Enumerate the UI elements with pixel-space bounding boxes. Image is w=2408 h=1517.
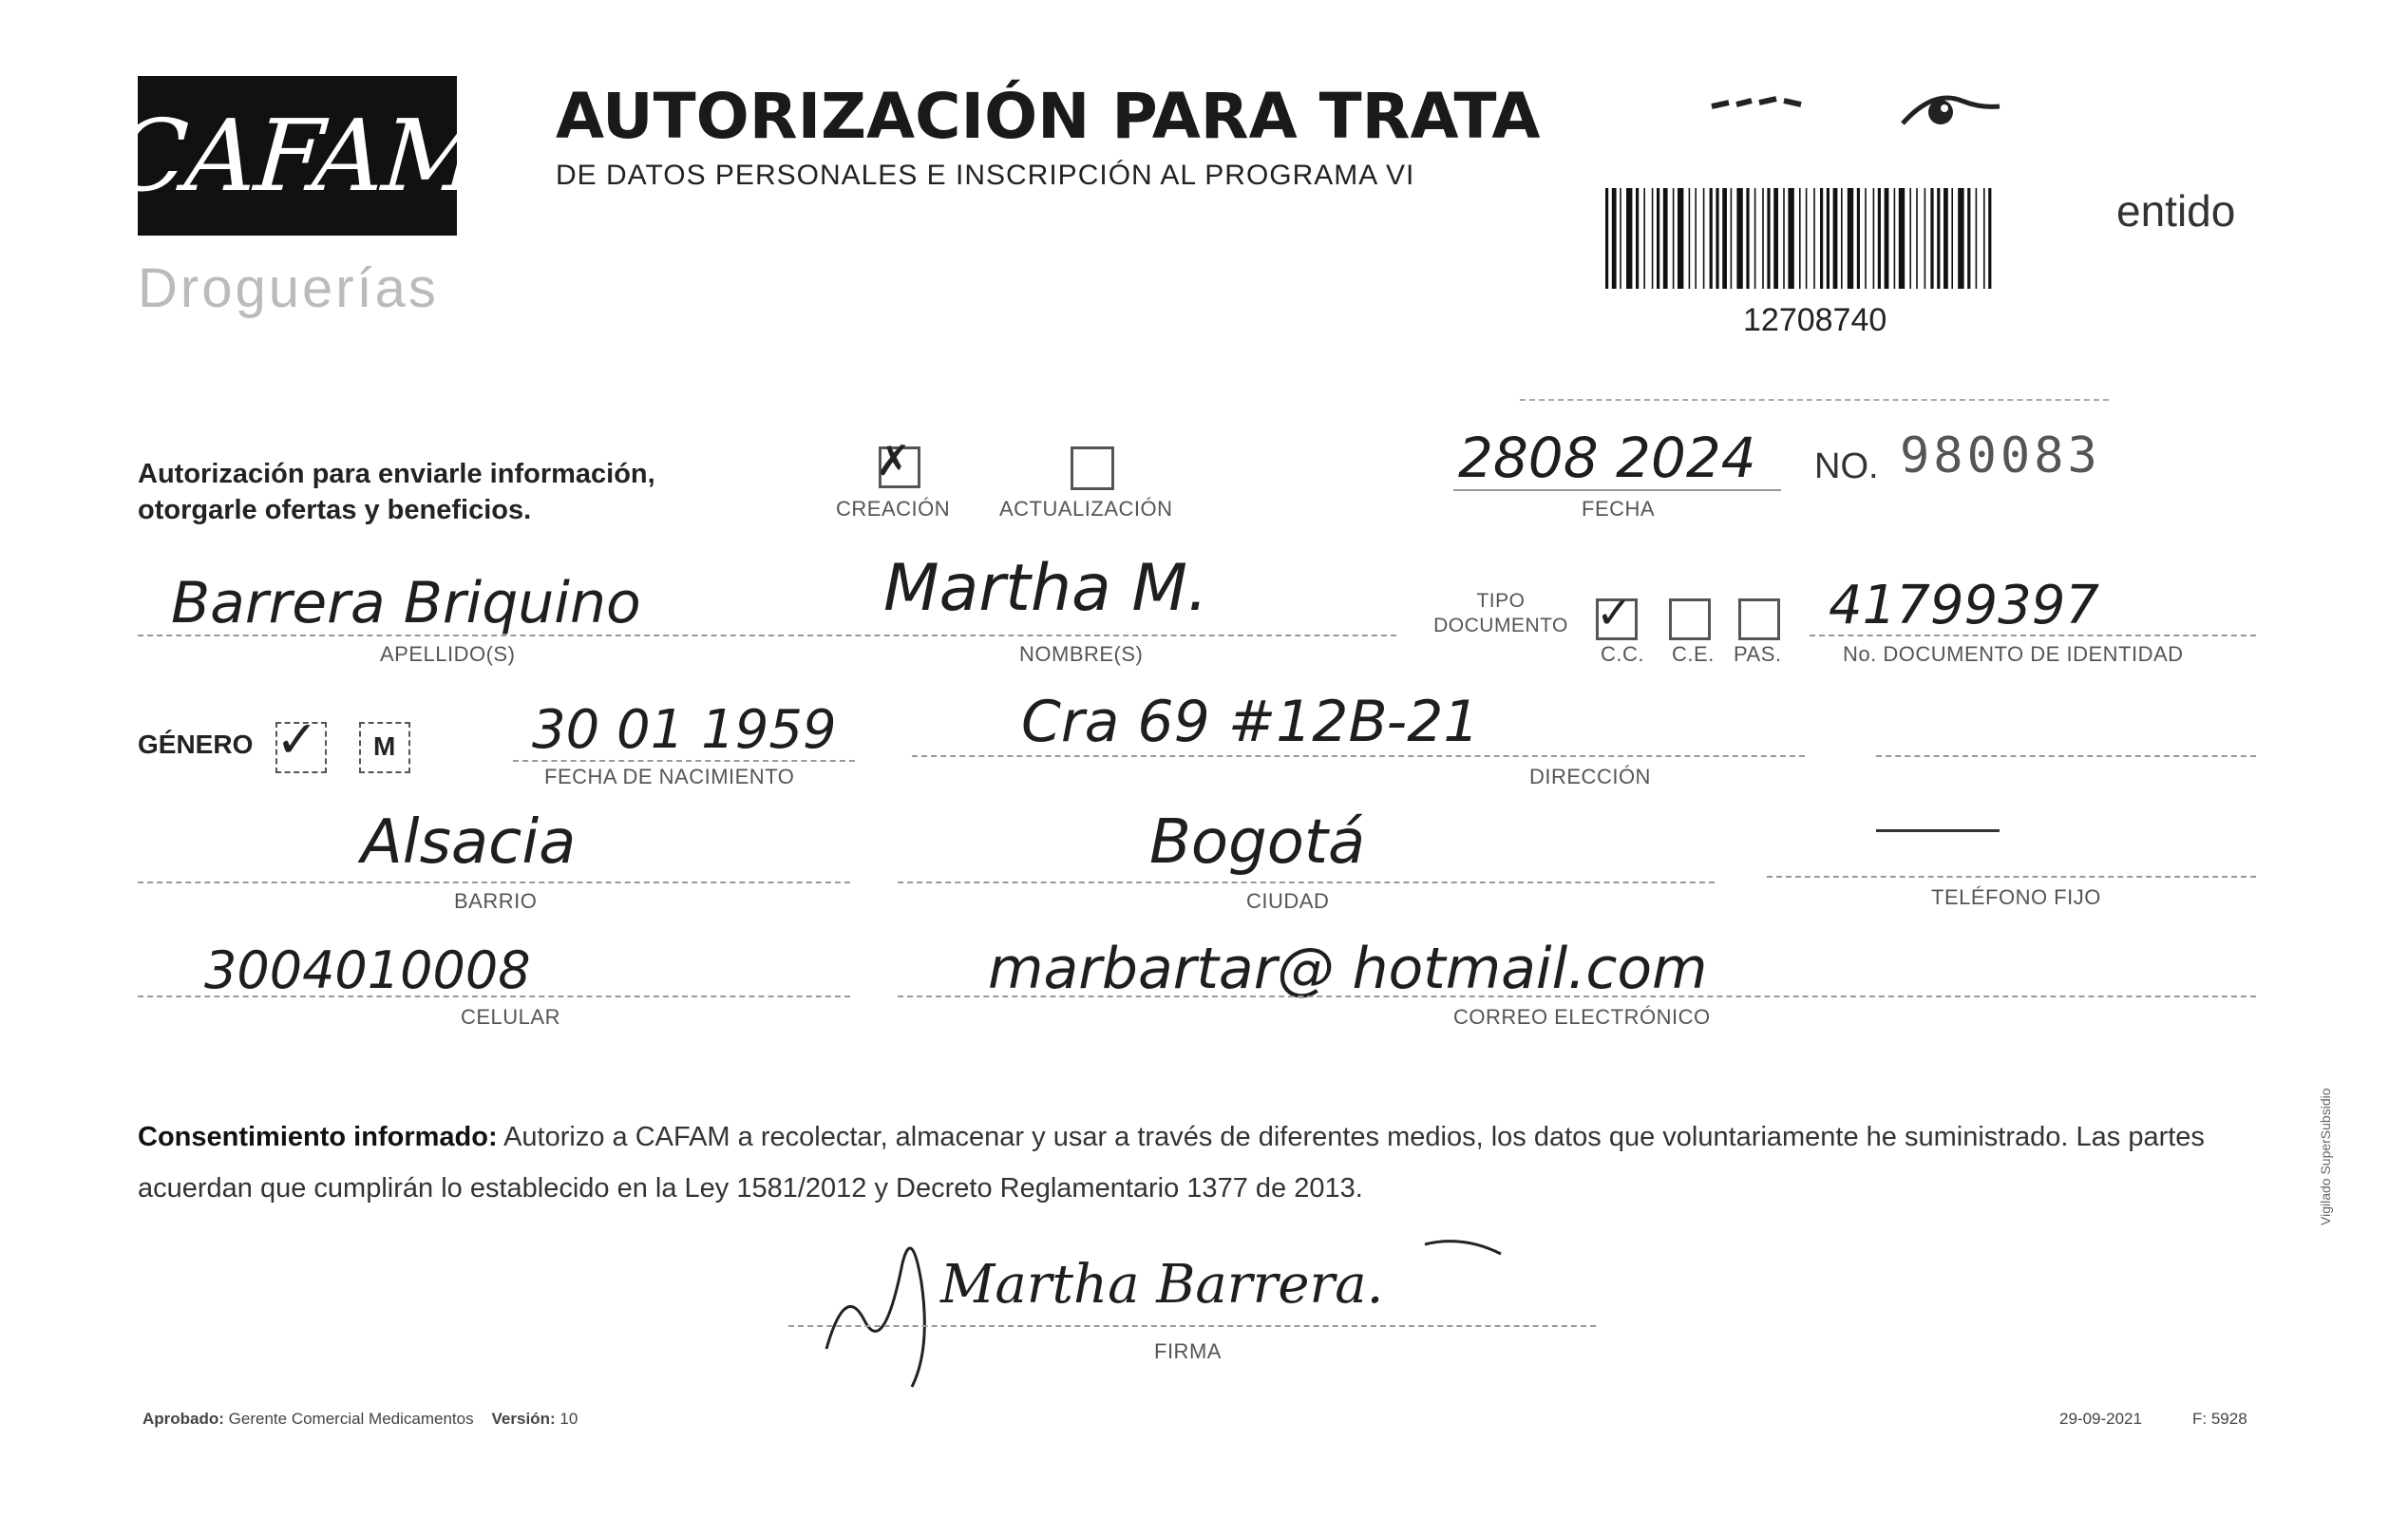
signature-label: FIRMA xyxy=(1154,1339,1222,1363)
logo-text: CAFAM xyxy=(108,98,486,214)
subtitle-trail: entido xyxy=(2116,186,2236,236)
ciudad-label: CIUDAD xyxy=(1246,889,1330,913)
barcode-bar xyxy=(1943,188,1948,289)
barcode-bar xyxy=(1716,188,1718,289)
barcode-bar xyxy=(1710,188,1713,289)
ce-checkbox[interactable] xyxy=(1669,598,1711,640)
barcode-bar xyxy=(1916,188,1918,289)
authorization-label-line1: Autorización para enviarle información, xyxy=(138,459,655,489)
apellido-label: APELLIDO(S) xyxy=(380,642,516,666)
barcode-bar xyxy=(1663,188,1668,289)
eye-logo-icon xyxy=(1895,80,2009,141)
nacimiento-line xyxy=(513,760,855,762)
pas-checkbox[interactable] xyxy=(1738,598,1780,640)
barcode-bar xyxy=(1673,188,1675,289)
documento-label: No. DOCUMENTO DE IDENTIDAD xyxy=(1843,642,2184,666)
correo-line xyxy=(898,996,2256,997)
barcode-bar xyxy=(1657,188,1659,289)
barcode-bar xyxy=(1626,188,1632,289)
direccion-line-extra xyxy=(1876,755,2256,757)
celular-line xyxy=(138,996,850,997)
nombre-label: NOMBRE(S) xyxy=(1019,642,1144,666)
barcode-bar xyxy=(1885,188,1889,289)
top-dashed-rule xyxy=(1520,399,2109,401)
creacion-label: CREACIÓN xyxy=(836,497,951,521)
barcode-bar xyxy=(1833,188,1838,289)
version-label: Versión: xyxy=(491,1410,556,1428)
nacimiento-label: FECHA DE NACIMIENTO xyxy=(544,765,795,788)
barcode-bar xyxy=(1925,188,1926,289)
consent-text: Autorizo a CAFAM a recolectar, almacenar y usar a través de diferentes medios, los datos que voluntariamente he suministrado. Las partes acuerdan que cumplirán lo establecido en la Ley 1581/2012 y Decreto Reglamentario 1377 de 2013. xyxy=(138,1122,2205,1204)
barcode-bar xyxy=(1678,188,1683,289)
documento-line xyxy=(1810,635,2256,636)
nacimiento-value: 30 01 1959 xyxy=(532,699,837,761)
side-vigilado-text: Vigilado SuperSubsidio xyxy=(2318,1088,2333,1225)
barcode-bar xyxy=(1930,188,1933,289)
creacion-check-mark: ✗ xyxy=(876,437,911,485)
genero-m-label: M xyxy=(373,731,396,761)
barcode-bar xyxy=(1736,188,1742,289)
barcode-bar xyxy=(1937,188,1940,289)
barcode-bar xyxy=(1899,188,1905,289)
telefono-line xyxy=(1767,876,2256,878)
nombre-value: Martha M. xyxy=(883,551,1208,626)
logo-subtitle: Droguerías xyxy=(138,257,439,319)
barcode-bar xyxy=(1848,188,1853,289)
cafam-logo xyxy=(108,76,486,236)
tipo-documento-label: TIPO DOCUMENTO xyxy=(1433,590,1568,636)
barcode-bar xyxy=(1643,188,1645,289)
footer-approval xyxy=(142,1410,578,1429)
direccion-label: DIRECCIÓN xyxy=(1529,765,1651,788)
barcode-bar xyxy=(1983,188,1985,289)
barcode-bar xyxy=(1767,188,1770,289)
barcode-bar xyxy=(1620,188,1621,289)
barcode-bar xyxy=(1746,188,1749,289)
ciudad-value: Bogotá xyxy=(1149,807,1366,878)
correo-label: CORREO ELECTRÓNICO xyxy=(1453,1005,1711,1029)
barcode-bar xyxy=(1754,188,1756,289)
barcode-bar xyxy=(1951,188,1953,289)
actualizacion-label: ACTUALIZACIÓN xyxy=(999,497,1173,521)
genero-f-check-mark: ✓ xyxy=(275,710,319,769)
barcode-bar xyxy=(1783,188,1785,289)
form-title: AUTORIZACIÓN PARA TRATA xyxy=(556,80,1541,153)
cc-check-mark: ✓ xyxy=(1596,587,1633,638)
pas-label: PAS. xyxy=(1734,642,1782,666)
fecha-value: 2808 2024 xyxy=(1458,426,1756,490)
apellido-value: Barrera Briquino xyxy=(171,570,641,636)
barcode-bar xyxy=(1799,188,1801,289)
cc-label: C.C. xyxy=(1601,642,1644,666)
barcode-bar xyxy=(1652,188,1654,289)
fecha-line xyxy=(1453,489,1781,491)
barcode-bar xyxy=(1773,188,1778,289)
correo-value: marbartar@ hotmail.com xyxy=(988,936,1708,1002)
no-label: NO. xyxy=(1814,446,1879,486)
title-obscured-mark xyxy=(1710,93,1805,116)
barcode-bar xyxy=(1813,188,1815,289)
celular-value: 3004010008 xyxy=(204,940,531,1000)
nombre-line xyxy=(788,635,1396,636)
barcode-bar xyxy=(1722,188,1727,289)
documento-value: 41799397 xyxy=(1829,575,2100,636)
consent-lead: Consentimiento informado: xyxy=(138,1122,498,1152)
aprobado-label: Aprobado: xyxy=(142,1410,224,1428)
barcode-bar xyxy=(1689,188,1691,289)
barcode-bar xyxy=(1967,188,1970,289)
aprobado-value: Gerente Comercial Medicamentos xyxy=(228,1410,474,1428)
barrio-label: BARRIO xyxy=(454,889,538,913)
telefono-dash-mark xyxy=(1876,829,2000,832)
barcode-bar xyxy=(1976,188,1978,289)
barcode-bar xyxy=(1827,188,1830,289)
barcode-bar xyxy=(1857,188,1860,289)
ciudad-line xyxy=(898,882,1715,883)
direccion-value: Cra 69 #12B-21 xyxy=(1021,689,1480,755)
celular-label: CELULAR xyxy=(461,1005,560,1029)
barcode-bar xyxy=(1806,188,1808,289)
barcode-bar xyxy=(1605,188,1608,289)
signature-line xyxy=(788,1325,1596,1327)
barcode-bar xyxy=(1865,188,1867,289)
barcode-bar xyxy=(1762,188,1764,289)
barcode-bar xyxy=(1636,188,1639,289)
barrio-line xyxy=(138,882,850,883)
barcode-bar xyxy=(1894,188,1896,289)
barcode-bar xyxy=(1873,188,1875,289)
signature-value: Martha Barrera. xyxy=(940,1254,1384,1316)
barcode-bar xyxy=(1878,188,1881,289)
authorization-label-line2: otorgarle ofertas y beneficios. xyxy=(138,495,532,525)
ce-label: C.E. xyxy=(1672,642,1715,666)
barcode-bar xyxy=(1820,188,1823,289)
barcode-bar xyxy=(1612,188,1617,289)
barcode-bar xyxy=(1958,188,1963,289)
barcode-number: 12708740 xyxy=(1743,302,1887,338)
barcode-bar xyxy=(1703,188,1705,289)
fecha-label: FECHA xyxy=(1582,497,1656,521)
no-value: 980083 xyxy=(1900,427,2101,484)
direccion-line xyxy=(912,755,1805,757)
consent-paragraph xyxy=(138,1111,2266,1214)
barcode-bar xyxy=(1988,188,1991,289)
barcode-bar xyxy=(1731,188,1733,289)
version-value: 10 xyxy=(559,1410,578,1428)
barcode-bar xyxy=(1695,188,1697,289)
genero-label: GÉNERO xyxy=(138,730,254,759)
telefono-label: TELÉFONO FIJO xyxy=(1931,885,2101,909)
barcode-bar xyxy=(1841,188,1843,289)
footer-date: 29-09-2021 xyxy=(2059,1410,2142,1428)
footer-code: F: 5928 xyxy=(2192,1410,2247,1428)
authorization-label xyxy=(138,456,655,528)
barcode-bar xyxy=(1788,188,1793,289)
barcode-bar xyxy=(1909,188,1911,289)
form-subtitle: DE DATOS PERSONALES E INSCRIPCIÓN AL PROGRAMA VI xyxy=(556,160,1415,191)
barrio-value: Alsacia xyxy=(361,807,577,878)
actualizacion-checkbox[interactable] xyxy=(1071,446,1114,490)
barcode xyxy=(1605,188,1995,289)
apellido-line xyxy=(138,635,784,636)
